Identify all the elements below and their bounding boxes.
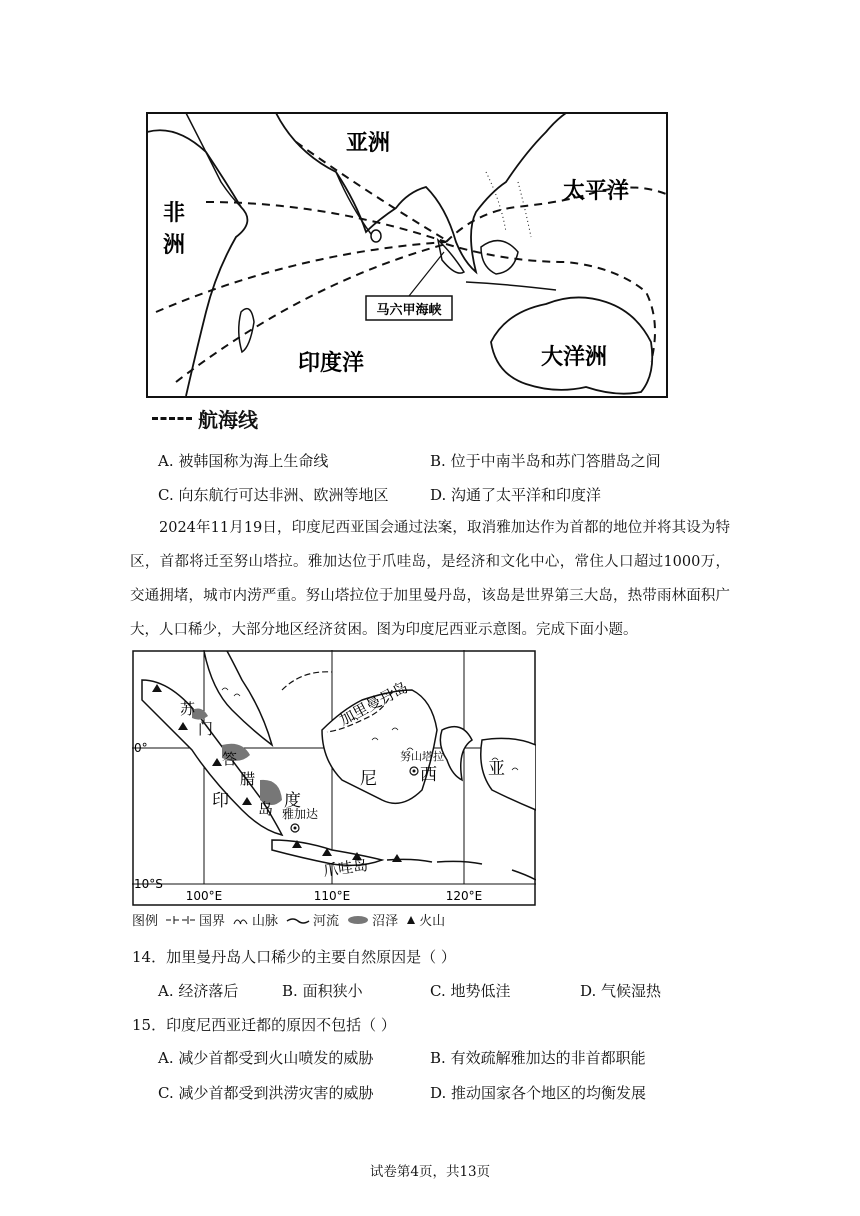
passage-text: 2024年11月19日，印度尼西亚国会通过法案，取消雅加达作为首都的地位并将其设为特区，首都将迁至努山塔拉。雅加达位于爪哇岛，是经济和文化中心，常住人口超过1000万，交通拥堵，城市内涝严重。努山塔拉位于加里曼丹岛，该岛是世界第三大岛，热带雨林面积广大，人口稀少，大部分地区经济贫困。图为印度尼西亚示意图。完成下面小题。: [130, 520, 730, 638]
label-indian-ocean: 印度洋: [297, 351, 365, 376]
river-icon: [286, 915, 310, 925]
label-la: 腊: [240, 770, 256, 788]
shipping-route-map: [146, 112, 668, 398]
q13-option-a: A. 被韩国称为海上生命线: [158, 452, 329, 470]
q13-option-b: B. 位于中南半岛和苏门答腊岛之间: [430, 452, 661, 470]
route-legend: [152, 404, 258, 433]
legend-swamp: 沼泽: [347, 910, 398, 929]
label-lon-110: 110°E: [313, 889, 351, 903]
q15-option-a: A. 减少首都受到火山喷发的威胁: [158, 1049, 374, 1067]
q15-option-c: C. 减少首都受到洪涝灾害的威胁: [158, 1084, 374, 1102]
q14-option-a: A. 经济落后: [158, 982, 239, 1000]
swamp-icon: [347, 915, 369, 925]
passage: [130, 511, 730, 647]
label-malacca-strait: 马六甲海峡: [376, 303, 442, 318]
label-kalimantan: 加里曼丹岛: [336, 678, 411, 730]
legend-route-label: 航海线: [198, 408, 258, 432]
q15-option-b: B. 有效疏解雅加达的非首都职能: [430, 1049, 646, 1067]
page-footer: 试卷第4页，共13页: [369, 1164, 491, 1180]
label-africa-2: 洲: [162, 233, 186, 258]
label-yin: 印: [212, 791, 229, 811]
label-su: 苏: [180, 700, 196, 718]
q13-option-c: C. 向东航行可达非洲、欧洲等地区: [158, 486, 389, 504]
label-africa-1: 非: [162, 201, 186, 226]
label-lat-10s: 10°S: [134, 877, 163, 891]
volcano-icon: [406, 915, 416, 925]
legend-mountain: 山脉: [233, 910, 278, 929]
legend-border: 国界: [166, 910, 225, 929]
label-jakarta: 雅加达: [282, 807, 319, 821]
label-java: 爪哇岛: [322, 855, 370, 880]
label-men: 门: [198, 720, 214, 738]
label-pacific: 太平洋: [562, 179, 630, 204]
label-dao: 岛: [258, 800, 274, 818]
label-lon-100: 100°E: [185, 889, 223, 903]
indonesia-map: [132, 650, 536, 906]
label-nusantara: 努山塔拉: [400, 750, 444, 763]
q14-option-c: C. 地势低洼: [430, 982, 511, 1000]
label-ni: 尼: [360, 769, 377, 789]
legend-river: 河流: [286, 910, 339, 929]
label-lon-120: 120°E: [445, 889, 483, 903]
q15-option-d: D. 推动国家各个地区的均衡发展: [430, 1084, 647, 1102]
label-asia: 亚洲: [345, 131, 391, 156]
label-lat-0: 0°: [134, 741, 148, 755]
mountain-icon: [233, 915, 249, 925]
label-da: 答: [222, 750, 238, 768]
legend-title: 图例: [132, 914, 159, 929]
q14-stem: 14．加里曼丹岛人口稀少的主要自然原因是（ ）: [132, 948, 456, 966]
label-xi: 西: [420, 765, 437, 785]
border-line-icon: [166, 915, 196, 925]
legend-volcano: 火山: [406, 910, 445, 929]
label-oceania: 大洋洲: [540, 345, 608, 370]
q13-option-d: D. 沟通了太平洋和印度洋: [430, 486, 602, 504]
dashed-line-icon: [152, 417, 192, 420]
indonesia-legend: [132, 910, 445, 929]
label-du: 度: [284, 791, 301, 811]
q14-option-d: D. 气候湿热: [580, 982, 662, 1000]
q14-option-b: B. 面积狭小: [282, 982, 363, 1000]
label-ya: 亚: [488, 759, 505, 779]
q15-stem: 15．印度尼西亚迁都的原因不包括（ ）: [132, 1016, 396, 1034]
